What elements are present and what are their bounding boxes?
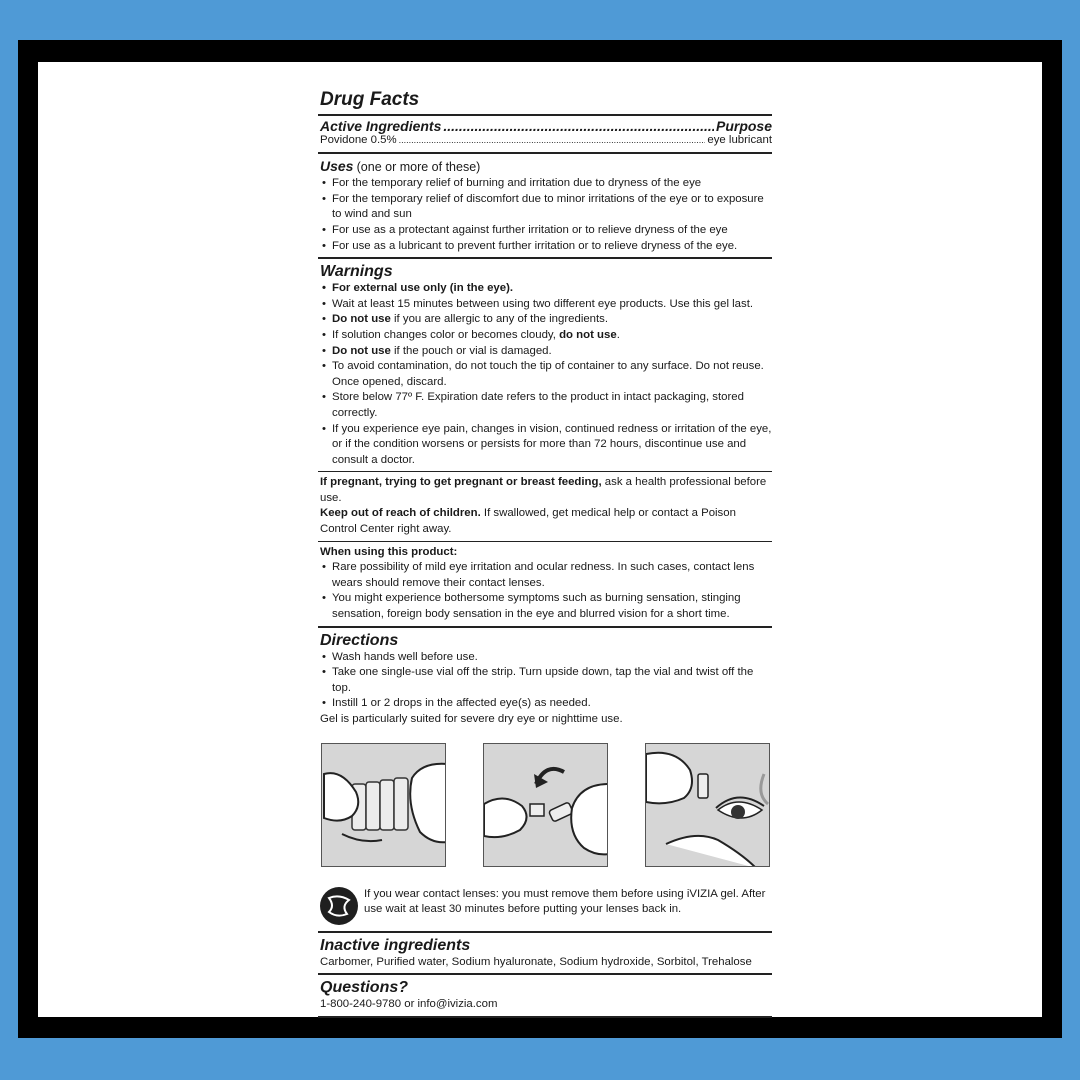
directions-item: • Wash hands well before use. (320, 650, 772, 666)
inactive-title: Inactive ingredients (320, 936, 471, 954)
contact-lens-icon (320, 887, 358, 925)
uses-section (318, 154, 772, 258)
warning-item: • Wait at least 15 minutes between using two different eye products. Use this gel last. (320, 297, 772, 313)
when-using-item: • You might experience bothersome symptoms such as burning sensation, stinging sensation, foreign body sensation in the eye and blurred vision for a short time. (320, 591, 772, 622)
warning-item: • Do not use if you are allergic to any of the ingredients. (320, 312, 772, 328)
uses-item: • For use as a protectant against further irritation or to relieve dryness of the eye (320, 223, 772, 239)
directions-item: • Take one single-use vial off the strip. Turn upside down, tap the vial and twist off the top. (320, 665, 772, 696)
drug-facts-title: Drug Facts (320, 89, 420, 110)
ingredient-row (318, 133, 772, 151)
when-using-item: • Rare possibility of mild eye irritation and ocular redness. In such cases, contact lens wears should remove their contact lenses. (320, 560, 772, 591)
warning-item: • Do not use if the pouch or vial is damaged. (320, 344, 772, 360)
active-ingredients-heading: Active Ingredients (320, 118, 442, 134)
warnings-section (318, 259, 772, 471)
directions-note: Gel is particularly suited for severe dry eye or nighttime use. (320, 713, 623, 725)
drug-facts-label (318, 86, 772, 1018)
when-using-title: When using this product: (320, 545, 458, 558)
active-ingredients-header (318, 116, 772, 133)
questions-section (318, 975, 772, 1016)
uses-item: • For use as a lubricant to prevent further irritation or to relieve dryness of the eye. (320, 239, 772, 255)
purpose-heading: Purpose (715, 118, 772, 134)
vial-strip-hand-illustration (321, 743, 446, 867)
pregnancy-warning: If pregnant, trying to get pregnant or breast feeding, ask a health professional before use. (320, 476, 767, 504)
warning-item: • For external use only (in the eye). (320, 281, 772, 297)
when-using-section (318, 542, 772, 626)
pregnancy-children-section (318, 472, 772, 540)
ingredient-name: Povidone 0.5% (320, 134, 397, 146)
questions-text: 1-800-240-9780 or info@ivizia.com (320, 998, 498, 1011)
directions-section (318, 628, 772, 731)
warning-item: • If you experience eye pain, changes in vision, continued redness or irritation of the eye, or if the condition worsens or persists for more than 72 hours, discontinue use and consult a doctor. (320, 422, 772, 469)
warning-item: • Store below 77º F. Expiration date refers to the product in intact packaging, stored correctly. (320, 390, 772, 421)
inactive-text: Carbomer, Purified water, Sodium hyaluronate, Sodium hydroxide, Sorbitol, Trehalose (320, 955, 752, 968)
warnings-title: Warnings (320, 263, 393, 281)
instruction-illustrations (318, 731, 772, 875)
directions-item: • Instill 1 or 2 drops in the affected eye(s) as needed. (320, 696, 772, 712)
twist-vial-illustration (483, 743, 608, 867)
uses-title: Uses (320, 157, 354, 174)
contact-lens-note: If you wear contact lenses: you must remove them before using iVIZIA gel. After use wait at least 30 minutes before putting your lenses back in. (364, 887, 766, 916)
uses-item: • For the temporary relief of discomfort due to minor irritations of the eye or to exposure to wind and sun (320, 192, 772, 223)
uses-qualifier: (one or more of these) (356, 159, 481, 174)
inactive-ingredients-section (318, 933, 772, 974)
warning-item: • To avoid contamination, do not touch the tip of container to any surface. Do not reuse. Once opened, discard. (320, 359, 772, 390)
warning-item: • If solution changes color or becomes cloudy, do not use. (320, 328, 772, 344)
contact-lens-note-section (318, 875, 772, 931)
ingredient-purpose: eye lubricant (707, 134, 772, 146)
children-warning: Keep out of reach of children. If swallowed, get medical help or contact a Poison Control Center right away. (320, 507, 736, 536)
eye-drop-illustration (645, 743, 770, 867)
uses-item: • For the temporary relief of burning and irritation due to dryness of the eye (320, 176, 772, 192)
questions-title: Questions? (320, 979, 409, 997)
directions-title: Directions (320, 631, 399, 649)
